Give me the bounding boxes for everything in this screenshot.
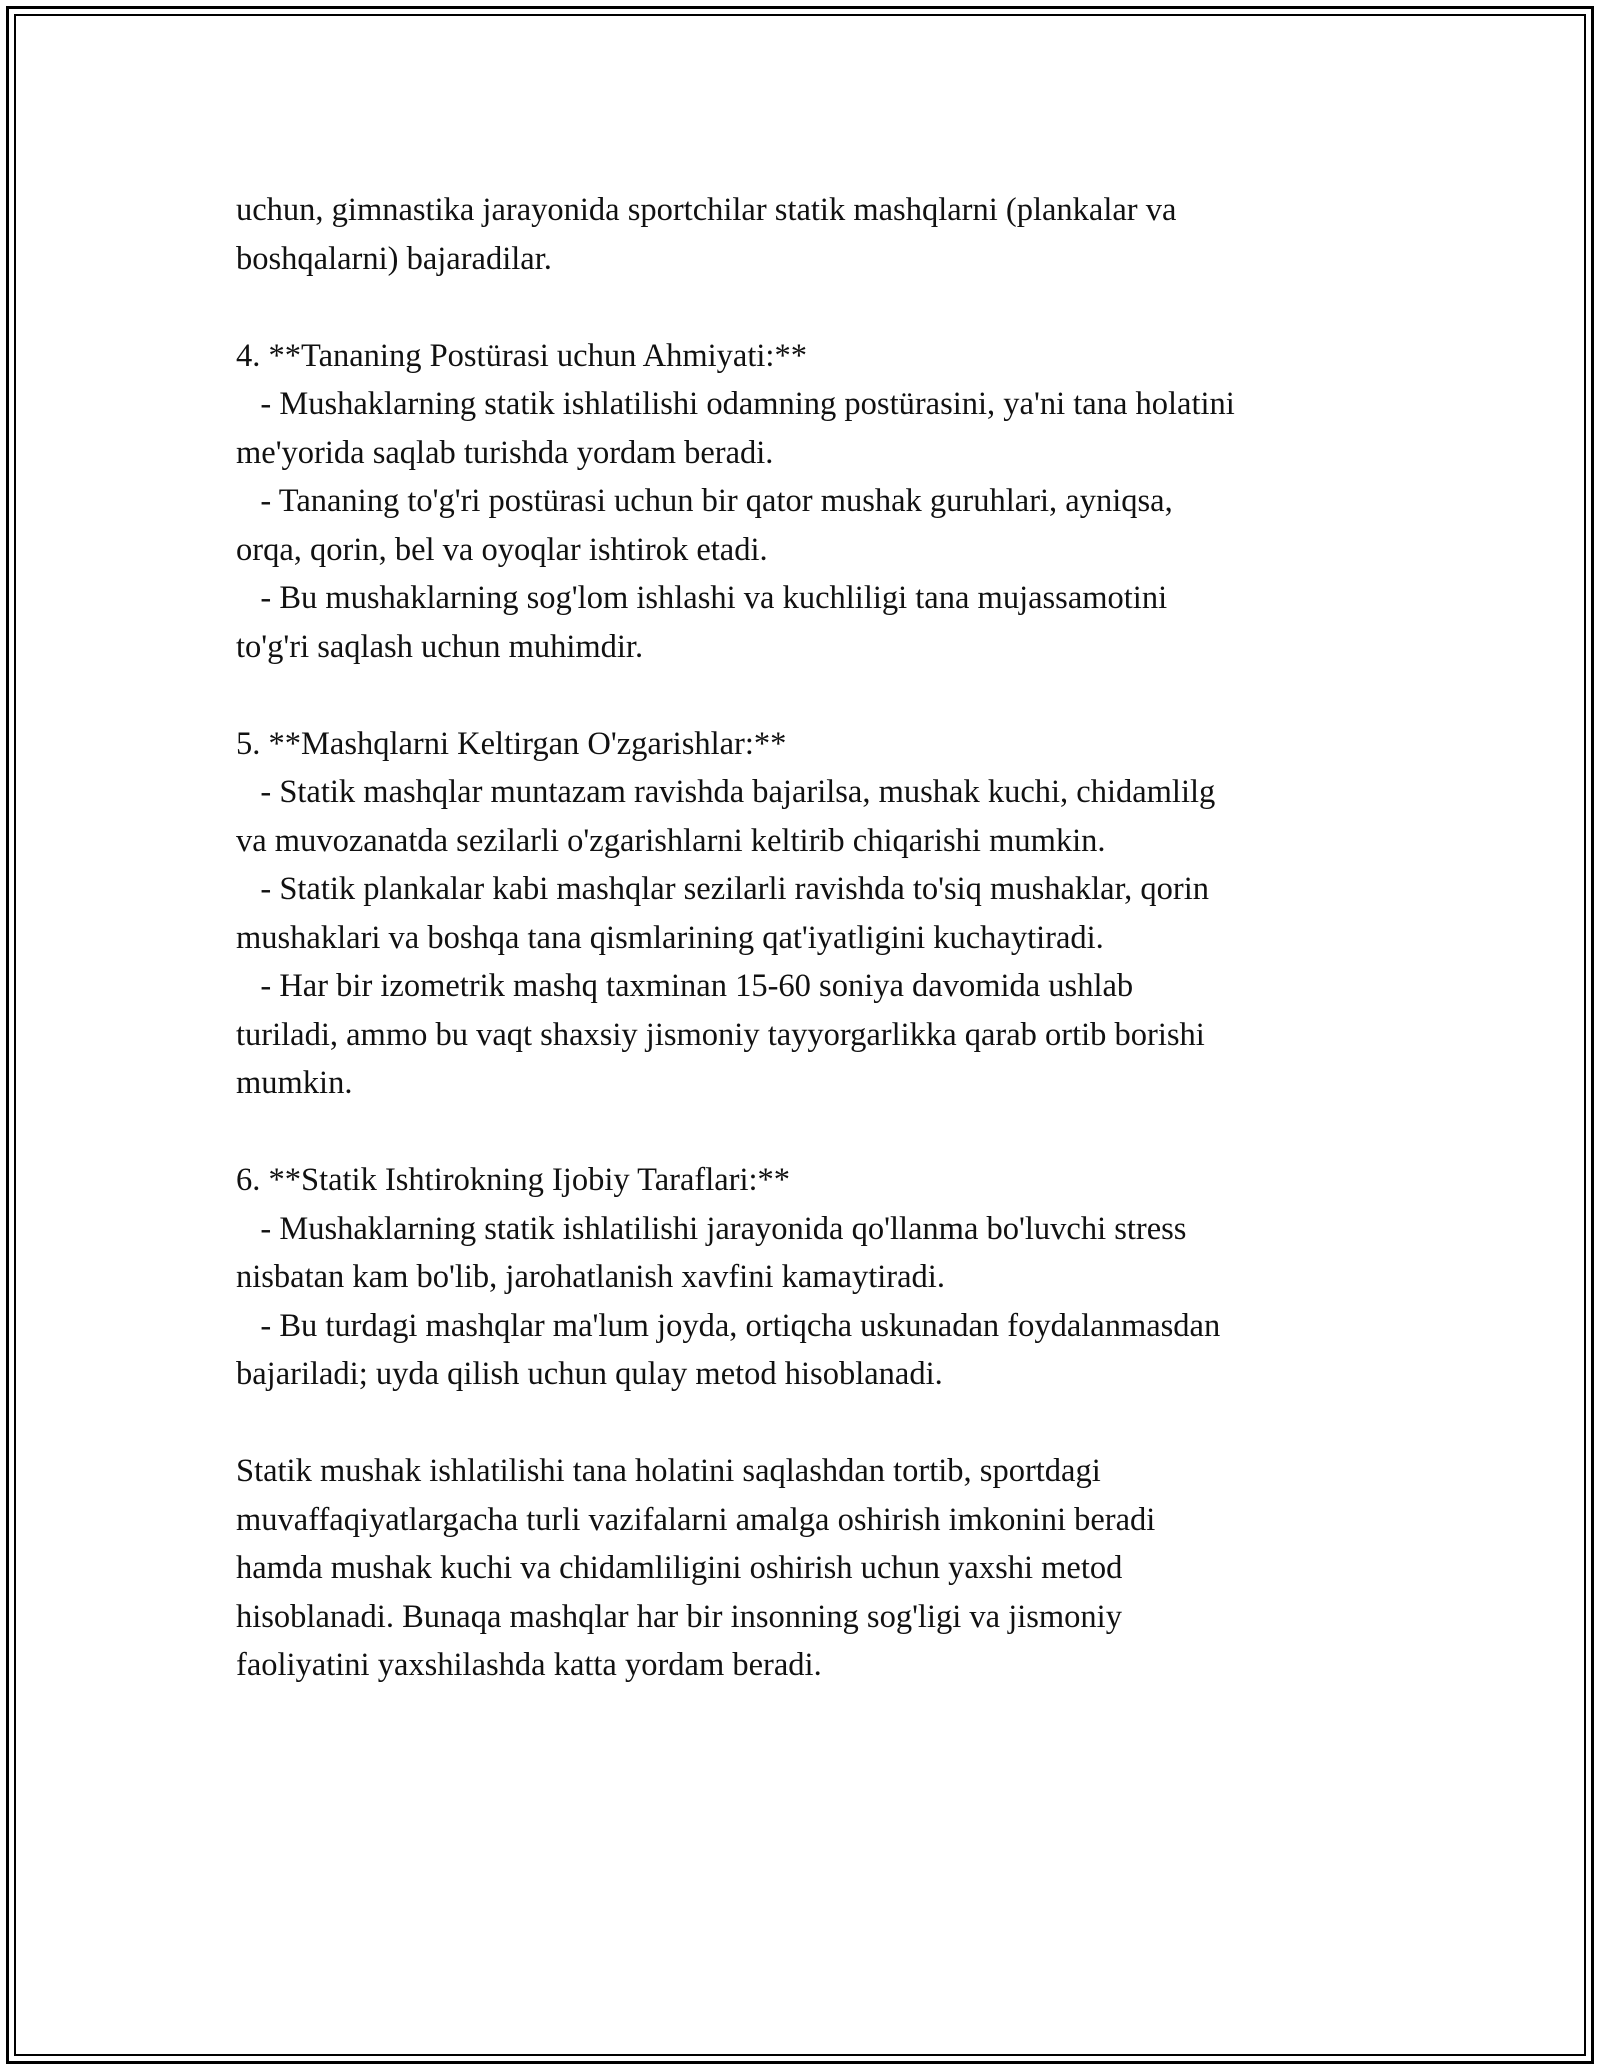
text-line: mushaklari va boshqa tana qismlarining qat'iyatligini kuchaytiradi. [236,919,1104,956]
text-line: muvaffaqiyatlargacha turli vazifalarni amalga oshirish imkonini beradi [236,1501,1156,1538]
text-line: - Mushaklarning statik ishlatilishi jarayonida qo'llanma bo'luvchi stress [236,1210,1187,1247]
text-line: to'g'ri saqlash uchun muhimdir. [236,628,644,665]
section-6 [236,1156,1416,1399]
text-line: - Bu turdagi mashqlar ma'lum joyda, ortiqcha uskunadan foydalanmasdan [236,1307,1221,1344]
text-line: faoliyatini yaxshilashda katta yordam beradi. [236,1647,822,1683]
text-line: bajariladi; uyda qilish uchun qulay metod hisoblanadi. [236,1356,943,1392]
text-line: boshqalarni) bajaradilar. [236,240,552,277]
intro-paragraph [236,186,1416,283]
paragraph-gap [236,283,1416,332]
text-line: va muvozanatda sezilarli o'zgarishlarni keltirib chiqarishi mumkin. [236,822,1106,859]
text-line: hamda mushak kuchi va chidamliligini oshirish uchun yaxshi metod [236,1550,1123,1586]
text-line: mumkin. [236,1065,353,1101]
section-4 [236,332,1416,672]
text-line: orqa, qorin, bel va oyoqlar ishtirok etadi. [236,531,768,568]
section-heading: 5. **Mashqlarni Keltirgan O'zgarishlar:** [236,725,787,762]
text-line: - Har bir izometrik mashq taxminan 15-60 soniya davomida ushlab [236,968,1134,1004]
text-line: - Statik mashqlar muntazam ravishda bajarilsa, mushak kuchi, chidamlilg [236,774,1216,810]
text-line: - Tananing to'g'ri postürasi uchun bir qator mushak guruhlari, ayniqsa, [236,483,1173,519]
text-line: - Statik plankalar kabi mashqlar sezilarli ravishda to'siq mushaklar, qorin [236,871,1209,907]
paragraph-gap [236,1108,1416,1157]
conclusion-paragraph [236,1447,1416,1690]
section-5 [236,720,1416,1108]
text-line: - Bu mushaklarning sog'lom ishlashi va kuchliligi tana mujassamotini [236,580,1168,616]
text-line: hisoblanadi. Bunaqa mashqlar har bir insonning sog'ligi va jismoniy [236,1598,1122,1635]
paragraph-gap [236,1399,1416,1448]
text-line: nisbatan kam bo'lib, jarohatlanish xavfini kamaytiradi. [236,1259,945,1295]
section-heading: 6. **Statik Ishtirokning Ijobiy Taraflari:** [236,1162,791,1198]
section-heading: 4. **Tananing Postürasi uchun Ahmiyati:** [236,337,807,374]
document-body [236,186,1416,1690]
paragraph-gap [236,671,1416,720]
text-line: me'yorida saqlab turishda yordam beradi. [236,434,774,471]
text-line: Statik mushak ishlatilishi tana holatini saqlashdan tortib, sportdagi [236,1453,1101,1489]
text-line: uchun, gimnastika jarayonida sportchilar statik mashqlarni (plankalar va [236,192,1177,228]
text-line: - Mushaklarning statik ishlatilishi odamning postürasini, ya'ni tana holatini [236,386,1235,422]
text-line: turiladi, ammo bu vaqt shaxsiy jismoniy tayyorgarlikka qarab ortib borishi [236,1016,1205,1053]
